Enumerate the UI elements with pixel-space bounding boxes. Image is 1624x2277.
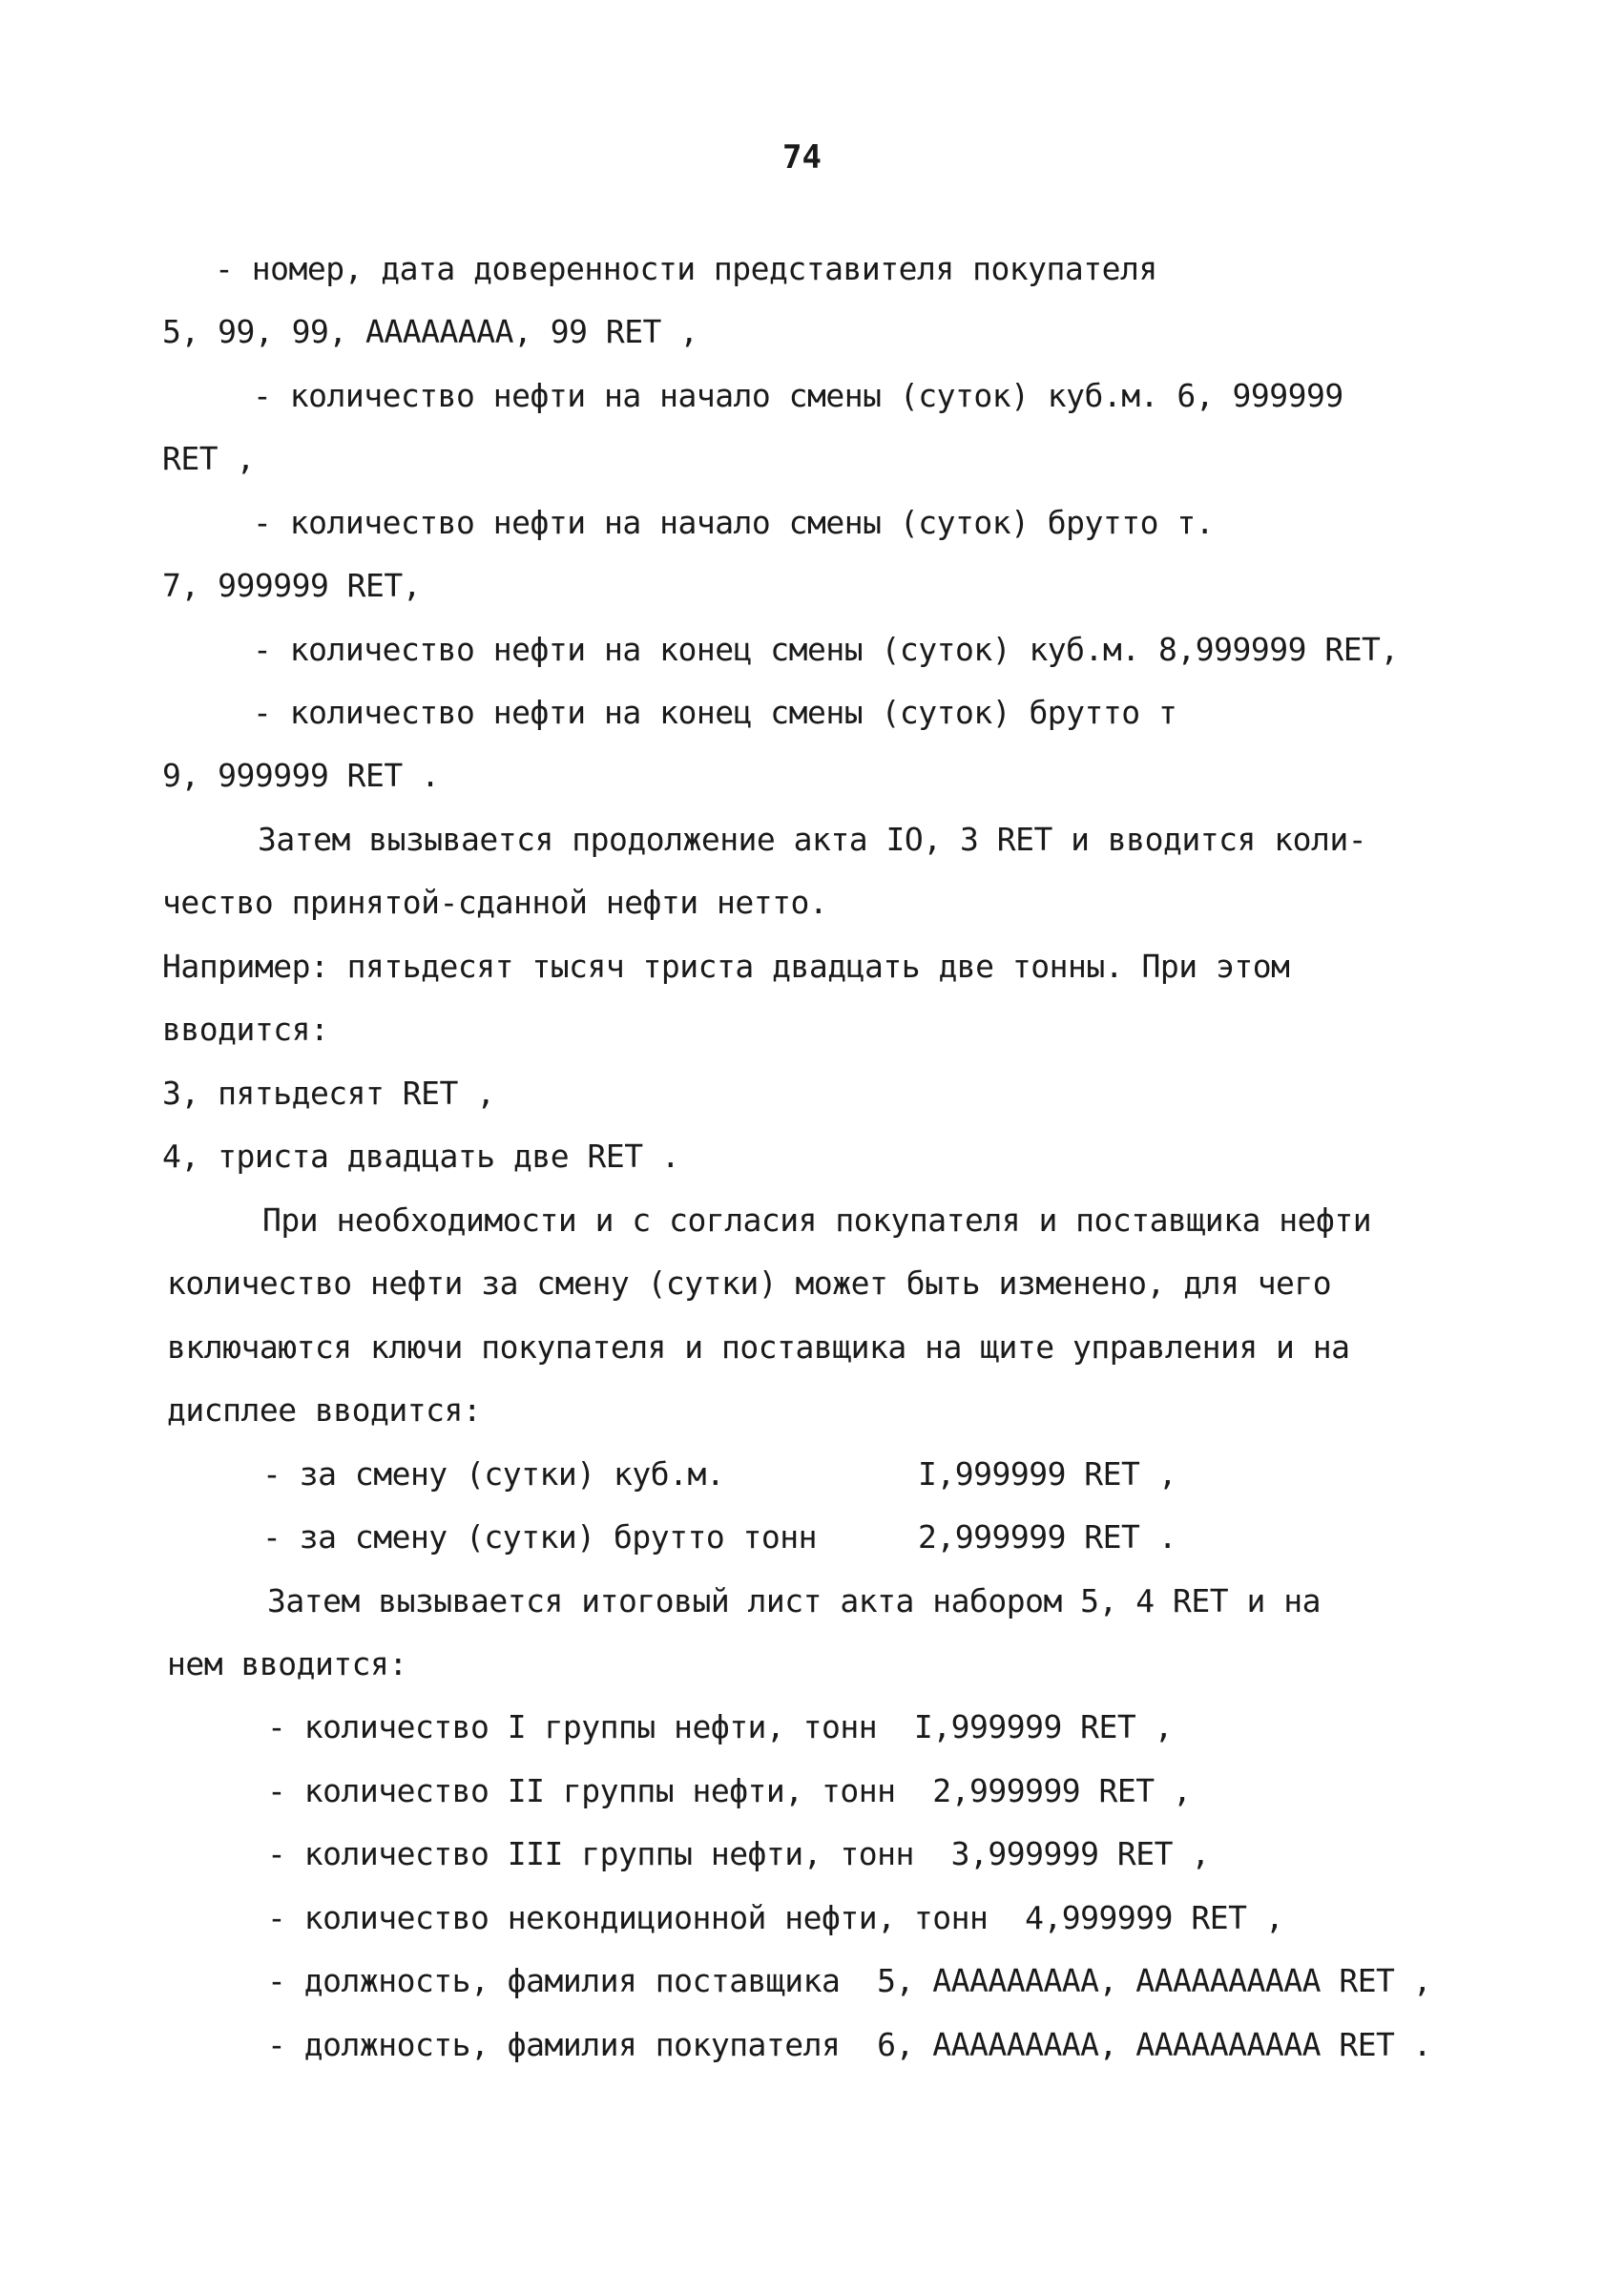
text-line: Например: пятьдесят тысяч триста двадцать две тонны. При этом [162, 948, 1290, 985]
text-line: RET , [162, 440, 255, 477]
text-line: 4, триста двадцать две RET . [162, 1138, 680, 1175]
text-line: чество принятой-сданной нефти нетто. [162, 884, 828, 921]
text-line: дисплее вводится: [167, 1391, 482, 1429]
page-number: 74 [782, 138, 822, 177]
text-line: При необходимости и с согласия покупателя и поставщика нефти [262, 1201, 1372, 1239]
text-line: 3, пятьдесят RET , [162, 1075, 495, 1112]
shift-entry-label: - за смену (сутки) куб.м. [262, 1455, 725, 1493]
group-entry-line: - должность, фамилия поставщика 5, ААААААААА, АААААААААА RET , [267, 1962, 1432, 1999]
group-entry-line: - количество некондиционной нефти, тонн 4,999999 RET , [267, 1899, 1284, 1936]
text-line: - количество нефти на начало смены (суток) брутто т. [253, 504, 1215, 541]
text-line: вводится: [162, 1011, 329, 1048]
text-line: количество нефти за смену (сутки) может быть изменено, для чего [167, 1264, 1332, 1302]
text-line: 7, 999999 RET, [162, 567, 422, 604]
group-entry-line: - количество I группы нефти, тонн I,999999 RET , [267, 1708, 1174, 1745]
shift-entry-value: I,999999 RET , [918, 1455, 1177, 1493]
text-line: - количество нефти на конец смены (суток) куб.м. 8,999999 RET, [253, 631, 1399, 668]
text-line: 9, 999999 RET . [162, 757, 440, 794]
text-line: Затем вызывается продолжение акта IO, 3 RET и вводится коли- [258, 821, 1367, 858]
group-entry-line: - количество II группы нефти, тонн 2,999999 RET , [267, 1772, 1192, 1809]
text-line: Затем вызывается итоговый лист акта набором 5, 4 RET и на [267, 1582, 1321, 1619]
text-line: нем вводится: [167, 1645, 407, 1682]
text-line: 5, 99, 99, АААААААА, 99 RET , [162, 313, 698, 350]
shift-entry-value: 2,999999 RET . [918, 1518, 1177, 1556]
group-entry-line: - количество III группы нефти, тонн 3,999999 RET , [267, 1835, 1210, 1872]
text-line: - номер, дата доверенности представителя покупателя [215, 250, 1157, 287]
text-line: - количество нефти на начало смены (суток) куб.м. 6, 999999 [253, 377, 1343, 414]
group-entry-line: - должность, фамилия покупателя 6, ААААААААА, АААААААААА RET . [267, 2026, 1432, 2063]
shift-entry-label: - за смену (сутки) брутто тонн [262, 1518, 818, 1556]
text-line: - количество нефти на конец смены (суток) брутто т [253, 694, 1177, 731]
text-line: включаются ключи покупателя и поставщика на щите управления и на [167, 1328, 1350, 1366]
